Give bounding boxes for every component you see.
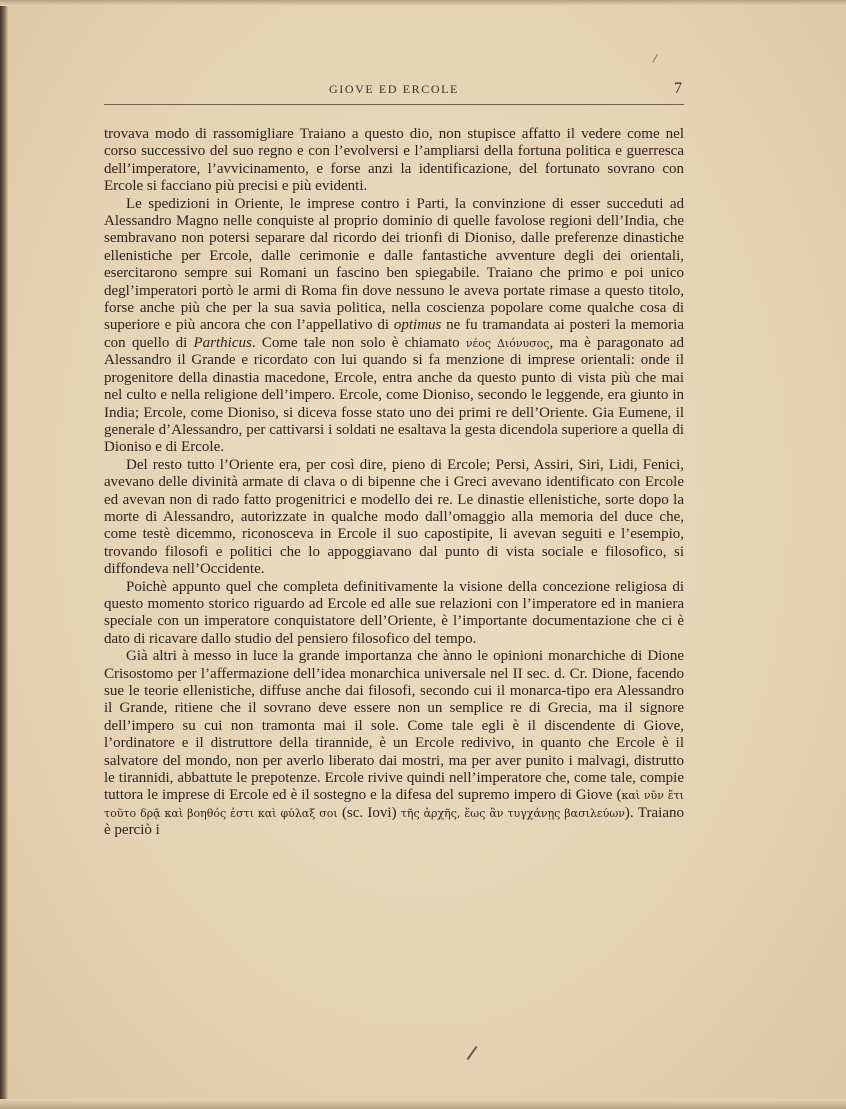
paragraph [104, 648, 684, 839]
paragraph [104, 457, 684, 579]
text-run: ne fu tramandata ai posteri la memoria con quello di [104, 317, 684, 351]
greek-text: νέος Διόνυσος [465, 336, 550, 350]
text-run: Del resto tutto l’Oriente era, per così dire, pieno di Ercole; Persi, Assiri, Siri, Lidi, Fenici, avevano delle divinità armate di clava o di bipenne che i Greci avevano identificato con Ercole ed avevan non di rado fatto progenitrici e modello dei re. Le dinastie ellenistiche, sorte dopo la morte di Alessandro, autorizzate in qualche modo dall’omaggio alla memoria del duce che, come testè dicemmo, riconosceva in Ercole il suo capostipite, li avevan seguiti e l’esempio, trovando filosofi e politici che lo appoggiavano dal punto di vista sociale e filosofico, si diffondeva nell’Occidente. [104, 456, 684, 578]
page-number: 7 [674, 80, 682, 97]
paragraph [104, 196, 684, 457]
text-run: . Come tale non solo è chiamato [251, 334, 466, 351]
paragraph [104, 126, 684, 196]
text-run: ). Traiano è perciò i [104, 804, 685, 839]
text-run: trovava modo di rassomigliare Traiano a questo dio, non stupisce affatto il vedere come nel corso successivo del suo regno e con l’evolversi e l’ampliarsi della fortuna politica e guerresca dell’imperatore, l’avvicinamento, e forse anzi la identificazione, del fortunato sovrano con Ercole si facciano più precisi e più evidenti. [104, 126, 684, 195]
greek-text: καὶ νῦν ἔτι τοῦτο δρᾷ καὶ βοηθός ἐστι καὶ φύλαξ σοι [104, 789, 684, 820]
pencil-mark [652, 54, 658, 63]
text-run: (sc. Iovi) [337, 804, 401, 821]
italic-text: optimus [393, 317, 442, 334]
text-run: Già altri à messo in luce la grande importanza che ànno le opinioni monarchiche di Dione Crisostomo per l’affermazione dell’idea monarchica universale nel II sec. d. Cr. Dione, facendo sue le teorie ellenistiche, diffuse anche dai filosofi, secondo cui il monarca-tipo era Alessandro il Grande, ritiene che il sovrano deve essere non un semplice re di Grecia, ma il signore dell’impero su cui non tramonta mai il sole. Come tale egli è il discendente di Giove, l’ordinatore e il distruttore della tirannide, è un Ercole redivivo, in quanto che Ercole è il salvatore del mondo, non per averlo liberato dai mostri, ma per aver punito i malvagi, distrutto le tirannidi, abbattute le prepotenze. Ercole rivive quindi nell’imperatore che, come tale, compie tuttora le imprese di Ercole ed è il sostegno e la difesa del supremo impero di Giove ( [104, 648, 684, 804]
page-header [104, 80, 684, 105]
body-text [104, 126, 684, 840]
page-bottom-edge [0, 1099, 846, 1109]
text-run: Poichè appunto quel che completa definitivamente la visione della concezione religiosa di questo momento storico riguardo ad Ercole ed alle sue relazioni con l’imperatore ed in maniera speciale con un imperatore conquistatore dell’Oriente, è l’importante documentazione che ci è dato di ricavare dallo studio del pensiero filosofico del tempo. [104, 578, 684, 647]
paragraph [104, 579, 684, 649]
running-title: GIOVE ED ERCOLE [329, 82, 459, 96]
page-binding-edge [0, 0, 8, 1109]
italic-text: Parthicus [193, 334, 252, 351]
greek-text: τῆς ἀρχῆς, ἕως ἂν τυγχάνῃς βασιλεύων [400, 806, 625, 820]
page-top-edge [0, 0, 846, 6]
text-run: , ma è paragonato ad Alessandro il Grande e ricordato con lui quando si fa menzione di imprese orientali: onde il progenitore della dinastia macedone, Ercole, entra anche da questo punto di vista più che mai nel culto e nella religione dell’impero. Ercole, come Dioniso, secondo le leggende, era giunto in India; Ercole, come Dioniso, si diceva fosse stato uno dei primi re dell’Oriente. Gia Eumene, il generale d’Alessandro, per cattivarsi i soldati ne esaltava la gesta dicendola superiore a quella di Dioniso e di Ercole. [104, 334, 684, 456]
text-run: Le spedizioni in Oriente, le imprese contro i Parti, la convinzione di esser succeduti ad Alessandro Magno nelle conquiste al proprio dominio di quelle favolose regioni dell’India, che sembravano non potersi separare dal ricordo dei trionfi di Dioniso, dalle preferenze dinastiche ellenistiche per Ercole, dalle cerimonie e dalle fantastiche avventure degli dei orientali, esercitarono sempre sui Romani un fascino ben spiegabile. Traiano che primo e poi unico degl’imperatori portò le armi di Roma fin dove nessuno le aveva portate rimase a questo titolo, forse anche più che per la sua savia politica, nella coscienza popolare come qualche cosa di superiore e più ancora che con l’appellativo di [104, 195, 684, 334]
pencil-mark [467, 1046, 478, 1060]
